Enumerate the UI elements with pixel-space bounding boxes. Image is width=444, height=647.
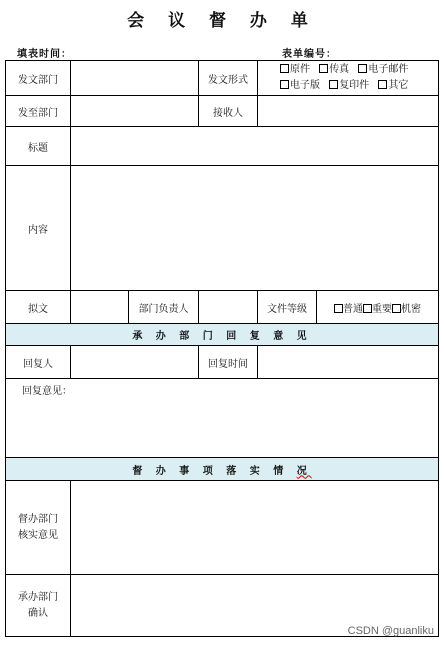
section-reply-header: [6, 324, 439, 346]
form-title: 会 议 督 办 单: [127, 11, 317, 31]
level-important[interactable]: 重要: [363, 304, 392, 315]
section-reply-title: 承 办 部 门 回 复 意 见: [6, 324, 439, 346]
confirm-label: 承办部门 确认: [6, 575, 71, 637]
reply-opinion-field[interactable]: [6, 379, 439, 458]
section-supervision-title: 督 办 事 项 落 实 情 况: [6, 458, 439, 481]
replier-field[interactable]: [71, 346, 199, 379]
row-subject: [6, 127, 439, 166]
issue-form-label: 发文形式: [199, 61, 258, 96]
content-field[interactable]: [71, 166, 439, 291]
file-level-options: [317, 291, 439, 324]
row-reply-opinion: [6, 379, 439, 458]
checkbox-icon[interactable]: [319, 64, 328, 73]
issue-form-options: [258, 61, 439, 96]
checkbox-icon[interactable]: [358, 64, 367, 73]
draft-label: 拟文: [6, 291, 71, 324]
checkbox-icon[interactable]: [280, 64, 289, 73]
option-copy[interactable]: 复印件: [329, 80, 369, 91]
row-to-dept: [6, 96, 439, 127]
row-replier: [6, 346, 439, 379]
content-label: 内容: [6, 166, 71, 291]
reply-opinion-label: 回复意见：: [22, 386, 72, 397]
checkbox-icon[interactable]: [392, 304, 401, 313]
issue-dept-label: 发文部门: [6, 61, 71, 96]
reply-time-field[interactable]: [258, 346, 439, 379]
receiver-label: 接收人: [199, 96, 258, 127]
dept-head-label: 部门负责人: [129, 291, 199, 324]
option-electronic[interactable]: 电子版: [280, 80, 320, 91]
to-dept-field[interactable]: [71, 96, 199, 127]
level-secret[interactable]: 机密: [392, 304, 421, 315]
row-content: [6, 166, 439, 291]
draft-field[interactable]: [71, 291, 129, 324]
checkbox-icon[interactable]: [329, 80, 338, 89]
checkbox-icon[interactable]: [280, 80, 289, 89]
checkbox-icon[interactable]: [378, 80, 387, 89]
row-draft: [6, 291, 439, 324]
to-dept-label: 发至部门: [6, 96, 71, 127]
dept-head-field[interactable]: [199, 291, 258, 324]
form-number-label: 表单编号：: [282, 49, 337, 60]
option-other[interactable]: 其它: [378, 80, 408, 91]
subject-field[interactable]: [71, 127, 439, 166]
checkbox-icon[interactable]: [334, 304, 343, 313]
watermark: CSDN @guanliku: [347, 625, 434, 637]
verify-label: 督办部门 核实意见: [6, 481, 71, 575]
section-supervision-header: [6, 458, 439, 481]
level-normal[interactable]: 普通: [334, 304, 363, 315]
option-original[interactable]: 原件: [280, 64, 310, 75]
reply-time-label: 回复时间: [199, 346, 258, 379]
row-issue-dept: [6, 61, 439, 96]
file-level-label: 文件等级: [258, 291, 317, 324]
supervision-form-table: [5, 60, 439, 637]
checkbox-icon[interactable]: [363, 304, 372, 313]
option-email[interactable]: 电子邮件: [358, 64, 408, 75]
receiver-field[interactable]: [258, 96, 439, 127]
issue-dept-field[interactable]: [71, 61, 199, 96]
row-verify: [6, 481, 439, 575]
subject-label: 标题: [6, 127, 71, 166]
fill-time-label: 填表时间：: [17, 49, 72, 60]
verify-field[interactable]: [71, 481, 439, 575]
option-fax[interactable]: 传真: [319, 64, 349, 75]
replier-label: 回复人: [6, 346, 71, 379]
